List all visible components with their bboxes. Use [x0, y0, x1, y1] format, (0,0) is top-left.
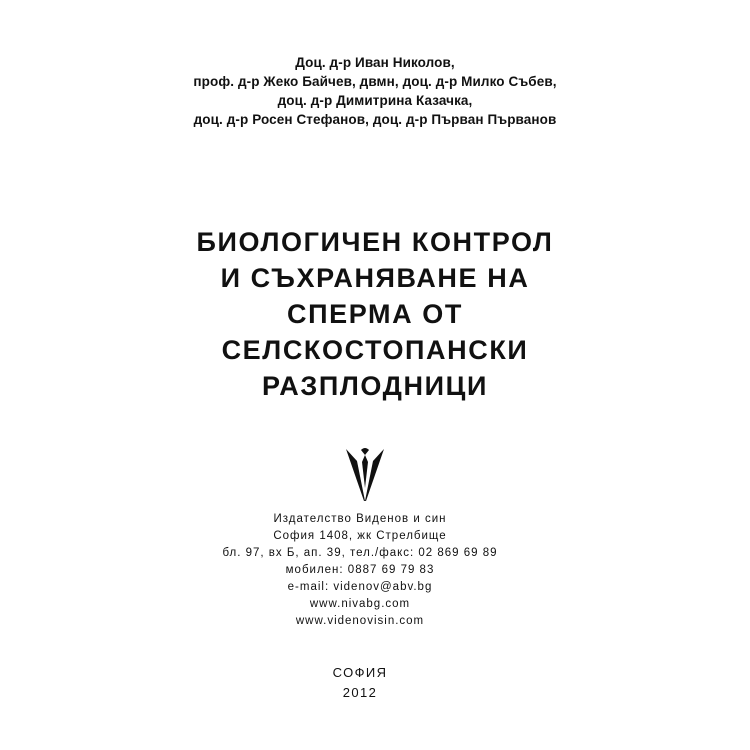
publisher-logo-svg: [345, 444, 385, 504]
publisher-logo-icon: [345, 444, 385, 504]
title-line: РАЗПЛОДНИЦИ: [262, 371, 488, 401]
book-title: [150, 224, 600, 404]
title-line: СЕЛСКОСТОПАНСКИ: [221, 335, 529, 365]
author-line: Доц. д-р Иван Николов,: [295, 55, 455, 70]
authors-block: [150, 53, 600, 129]
publisher-website: www.nivabg.com: [309, 598, 411, 610]
author-line: доц. д-р Росен Стефанов, доц. д-р Първан Първанов: [193, 112, 557, 127]
imprint-block: [300, 663, 420, 703]
publisher-info: [200, 511, 520, 630]
publisher-website: www.videnovisin.com: [295, 615, 425, 627]
title-line: И СЪХРАНЯВАНЕ НА: [220, 263, 530, 293]
title-line: БИОЛОГИЧЕН КОНТРОЛ: [196, 227, 554, 257]
publisher-mobile: мобилен: 0887 69 79 83: [285, 564, 435, 576]
publisher-name: Издателство Виденов и син: [273, 513, 447, 525]
publisher-address-line2: бл. 97, вх Б, ап. 39, тел./факс: 02 869 69 89: [222, 547, 498, 559]
publication-year: 2012: [342, 685, 378, 700]
publisher-email: e-mail: videnov@abv.bg: [287, 581, 433, 593]
title-line: СПЕРМА ОТ: [287, 299, 463, 329]
publisher-address: София 1408, жк Стрелбище: [273, 530, 447, 542]
author-line: доц. д-р Димитрина Казачка,: [277, 93, 473, 108]
city-name: СОФИЯ: [332, 665, 388, 680]
author-line: проф. д-р Жеко Байчев, двмн, доц. д-р Милко Събев,: [193, 74, 557, 89]
